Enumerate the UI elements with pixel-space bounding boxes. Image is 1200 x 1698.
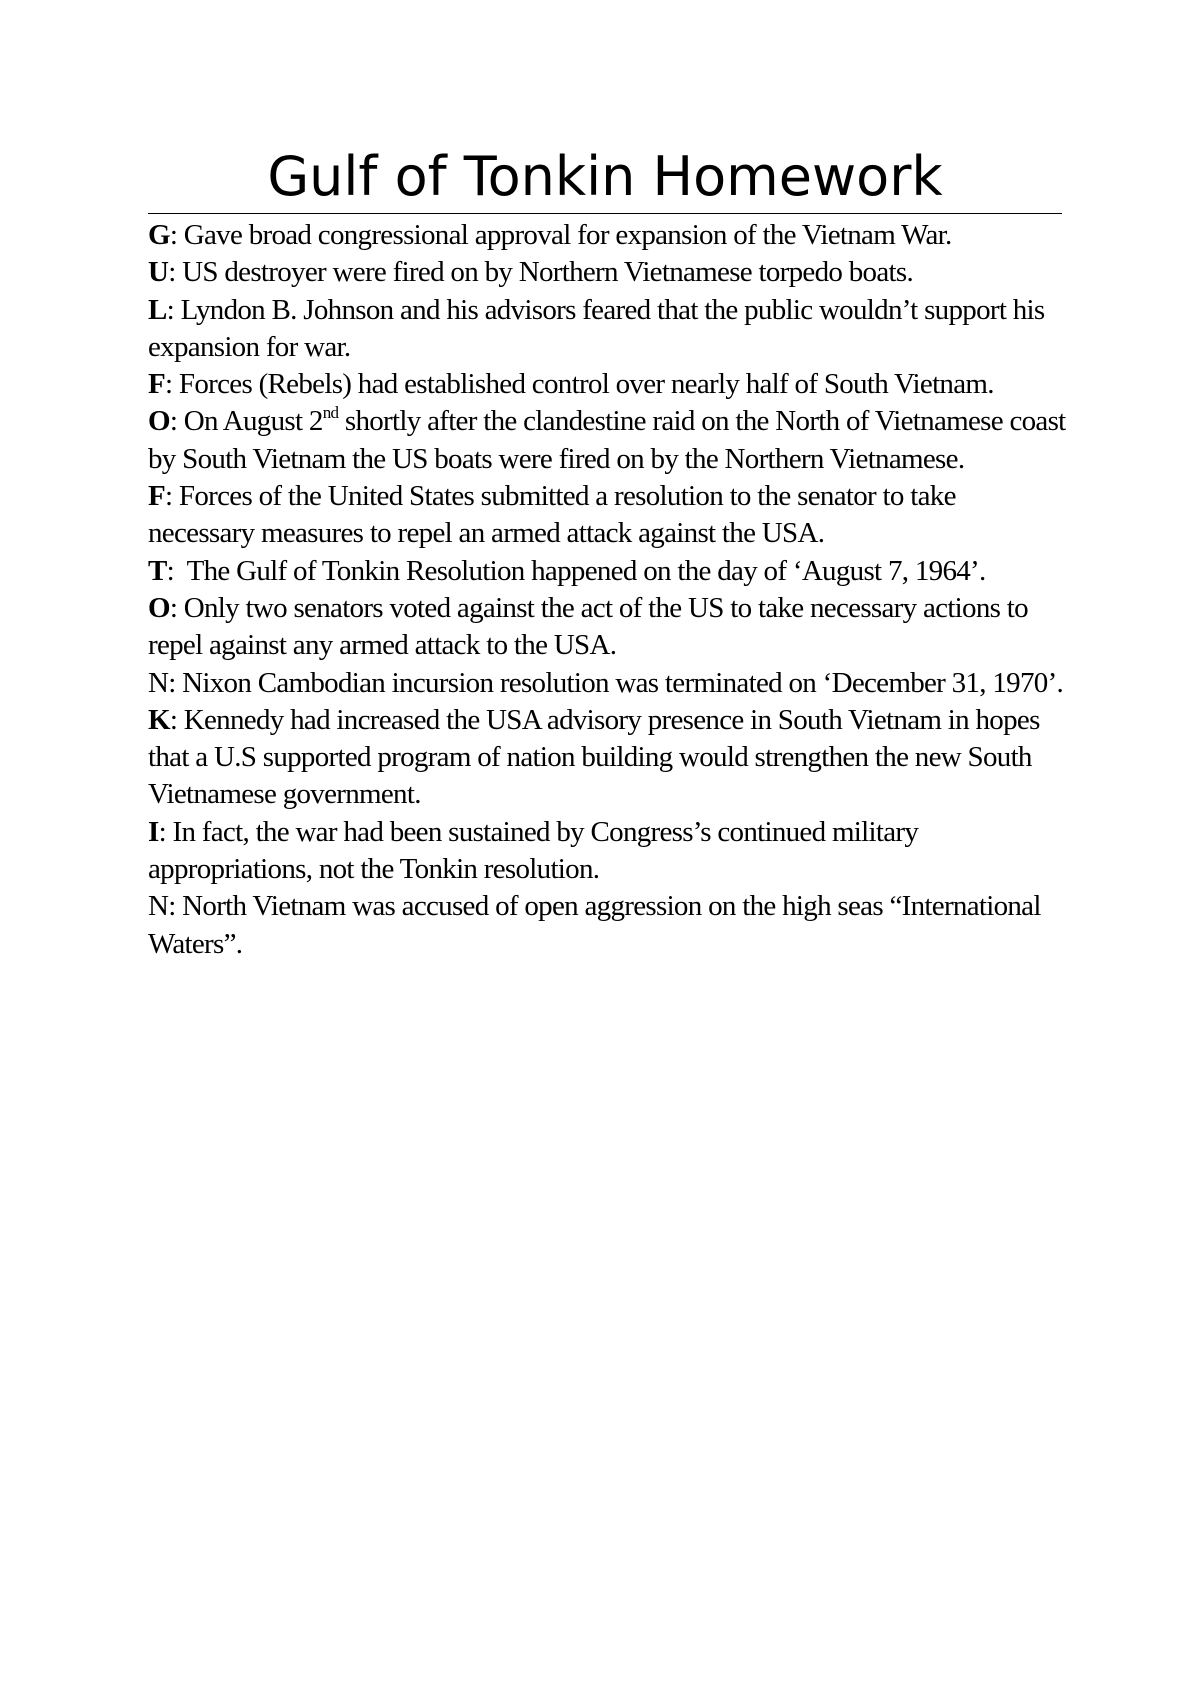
entry-n — [148, 665, 1068, 702]
entry-letter: L — [148, 293, 167, 326]
entry-o — [148, 403, 1068, 478]
acrostic-list — [148, 217, 1068, 963]
entry-letter: U — [148, 256, 169, 289]
entry-letter: N — [148, 666, 169, 699]
entry-letter: T — [148, 554, 167, 587]
entry-text: : On August 2 — [169, 405, 323, 438]
page-title: Gulf of Tonkin Homework — [267, 145, 943, 208]
entry-letter: F — [148, 368, 166, 401]
entry-text: : US destroyer were fired on by Northern Vietnamese torpedo boats. — [168, 256, 914, 289]
entry-i — [148, 814, 1068, 889]
entry-letter: K — [148, 703, 170, 736]
entry-text: : Nixon Cambodian incursion resolution was terminated on ‘December 31, 1970’. — [168, 666, 1064, 699]
entry-letter: G — [148, 219, 170, 251]
entry-text-continued: shortly after the clandestine raid on the North of Vietnamese coast by South Vietnam the US boats were fired on by the Northern Vietnamese. — [148, 405, 1066, 475]
entry-letter: I — [148, 815, 159, 848]
entry-text: : North Vietnam was accused of open aggression on the high seas “International Waters”. — [148, 890, 1041, 960]
entry-letter: O — [148, 405, 170, 438]
ordinal-suffix: nd — [322, 403, 339, 423]
entry-text: : Forces of the United States submitted a resolution to the senator to take necessary measures to repel an armed attack against the USA. — [148, 480, 956, 550]
entry-l — [148, 292, 1068, 367]
entry-text: : Only two senators voted against the act of the US to take necessary actions to repel against any armed attack to the USA. — [148, 591, 1028, 662]
entry-k — [148, 702, 1068, 814]
entry-t — [148, 553, 1068, 590]
entry-f — [148, 366, 1068, 403]
entry-text: : Kennedy had increased the USA advisory presence in South Vietnam in hopes that a U.S supported program of nation building would strengthen the new South Vietnamese government. — [148, 703, 1040, 811]
entry-text: : In fact, the war had been sustained by Congress’s continued military appropriations, not the Tonkin resolution. — [148, 815, 919, 886]
entry-text: : Lyndon B. Johnson and his advisors feared that the public wouldn’t support his expansion for war. — [148, 293, 1045, 363]
entry-letter: O — [148, 591, 170, 624]
entry-letter: F — [148, 480, 166, 513]
entry-o-2 — [148, 590, 1068, 665]
entry-g — [148, 217, 1068, 254]
entry-u — [148, 254, 1068, 291]
entry-text: : Forces (Rebels) had established control over nearly half of South Vietnam. — [165, 368, 994, 401]
entry-letter: N — [148, 890, 169, 923]
entry-text: : Gave broad congressional approval for expansion of the Vietnam War. — [169, 219, 952, 251]
title-underline — [148, 213, 1062, 214]
entry-text: : The Gulf of Tonkin Resolution happened on the day of ‘August 7, 1964’. — [166, 554, 986, 587]
entry-f-2 — [148, 478, 1068, 553]
entry-n-2 — [148, 888, 1068, 963]
